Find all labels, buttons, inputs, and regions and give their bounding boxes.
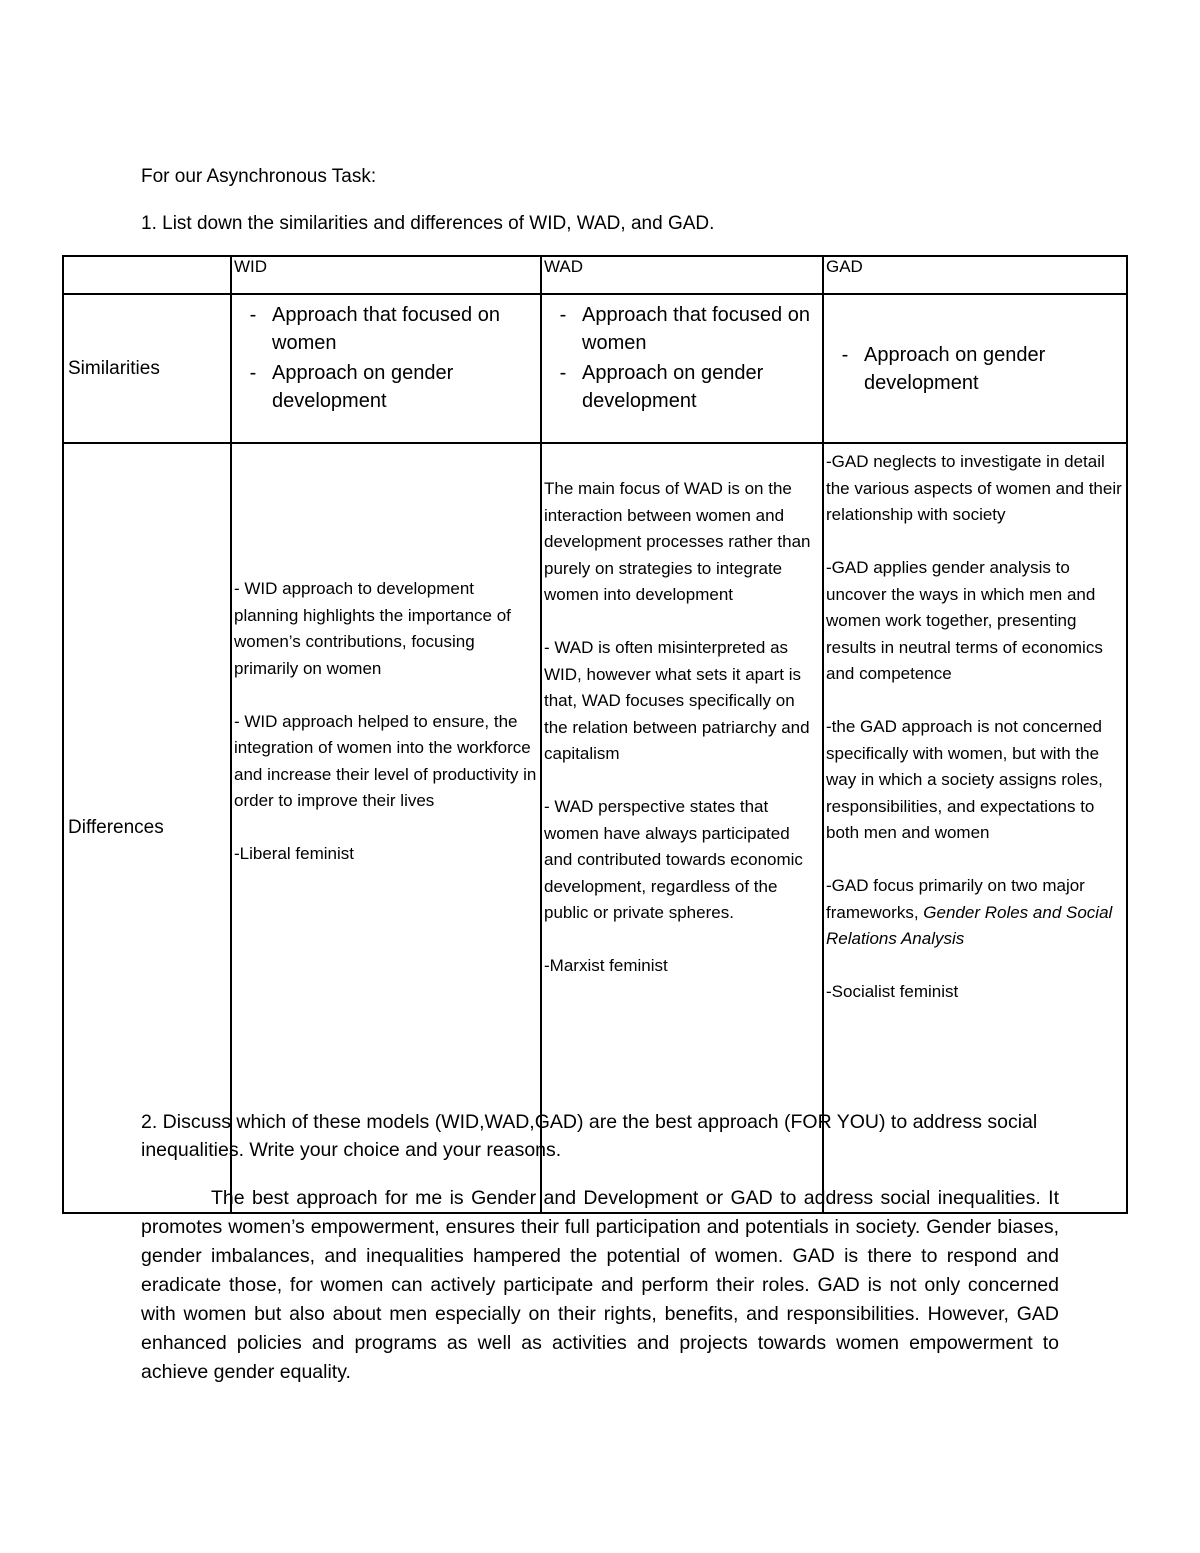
bullet-dash: -: [559, 304, 567, 326]
bullet-dash: -: [249, 362, 257, 384]
task-title: For our Asynchronous Task:: [141, 166, 377, 187]
header-wid: WID: [231, 256, 541, 294]
wad-difference-4: -Marxist feminist: [544, 956, 668, 975]
question-1: 1. List down the similarities and differences of WID, WAD, and GAD.: [141, 213, 715, 234]
answer-paragraph: The best approach for me is Gender and Development or GAD to address social inequalities. It promotes women’s empowerment, ensures their full participation and potentials in society. Gender biases, gender imbalances, and inequalities hampered the potential of women. GAD is there to respond and eradicate those, for women can actively participate and perform their roles. GAD is not only concerned with women but also about men especially on their rights, benefits, and responsibilities. However, GAD enhanced policies and programs as well as activities and projects towards women empowerment to achieve gender equality.: [141, 1187, 1059, 1383]
differences-row: [63, 443, 1127, 1213]
gad-difference-3: -the GAD approach is not concerned specifically with women, but with the way in which a society assigns roles, responsibilities, and expectations to both men and women: [826, 717, 1103, 842]
comparison-table: [62, 255, 1128, 1214]
list-item: [234, 359, 538, 415]
wid-difference-2: - WID approach helped to ensure, the integration of women into the workforce and increase their level of productivity in order to improve their lives: [234, 711, 537, 810]
list-item: [544, 359, 820, 415]
differences-label: Differences: [63, 443, 231, 1213]
similarities-label: Similarities: [63, 294, 231, 443]
wid-differences-cell: [231, 443, 541, 1213]
header-wad: WAD: [541, 256, 823, 294]
question-2: 2. Discuss which of these models (WID,WAD,GAD) are the best approach (FOR YOU) to address social inequalities. Write your choice and your reasons.: [141, 1111, 1038, 1161]
list-item-text: Approach on gender development: [272, 362, 454, 412]
wad-similarities-cell: [541, 294, 823, 443]
gad-difference-1: -GAD neglects to investigate in detail the various aspects of women and their relationship with society: [826, 452, 1122, 524]
gad-difference-5: -Socialist feminist: [826, 982, 959, 1001]
list-item-text: Approach that focused on women: [272, 304, 500, 354]
gad-similarities-cell: [823, 294, 1127, 443]
list-item-text: Approach that focused on women: [582, 304, 810, 354]
wid-similarities-cell: [231, 294, 541, 443]
wad-difference-1: The main focus of WAD is on the interaction between women and development processes rather than purely on strategies to integrate women into development: [544, 479, 811, 604]
gad-difference-2: -GAD applies gender analysis to uncover the ways in which men and women work together, presenting results in neutral terms of economics and competence: [826, 558, 1103, 683]
bullet-dash: -: [559, 362, 567, 384]
empty-header-cell: [63, 256, 231, 294]
gad-difference-4-lead: -GAD focus primarily on two major frameworks,: [826, 876, 1085, 922]
wad-differences-cell: [541, 443, 823, 1213]
similarities-row: [63, 294, 1127, 443]
list-item: [826, 341, 1124, 397]
bullet-dash: -: [841, 343, 849, 366]
header-gad: GAD: [823, 256, 1127, 294]
gad-difference-4-frameworks: Gender Roles and Social Relations Analysis: [826, 902, 1113, 948]
list-item-text: Approach on gender development: [864, 343, 1046, 394]
wid-difference-3: -Liberal feminist: [234, 844, 354, 863]
gad-difference-4: [826, 873, 1124, 953]
table-header-row: [63, 256, 1127, 294]
list-item: [544, 301, 820, 357]
wad-difference-2: - WAD is often misinterpreted as WID, however what sets it apart is that, WAD focuses specifically on the relation between patriarchy and capitalism: [544, 638, 810, 763]
list-item: [234, 301, 538, 357]
bullet-dash: -: [249, 304, 257, 326]
gad-differences-cell: [823, 443, 1127, 1213]
list-item-text: Approach on gender development: [582, 362, 764, 412]
wad-difference-3: - WAD perspective states that women have always participated and contributed towards economic development, regardless of the public or private spheres.: [544, 797, 803, 922]
wid-difference-1: - WID approach to development planning highlights the importance of women’s contributions, focusing primarily on women: [234, 579, 511, 678]
